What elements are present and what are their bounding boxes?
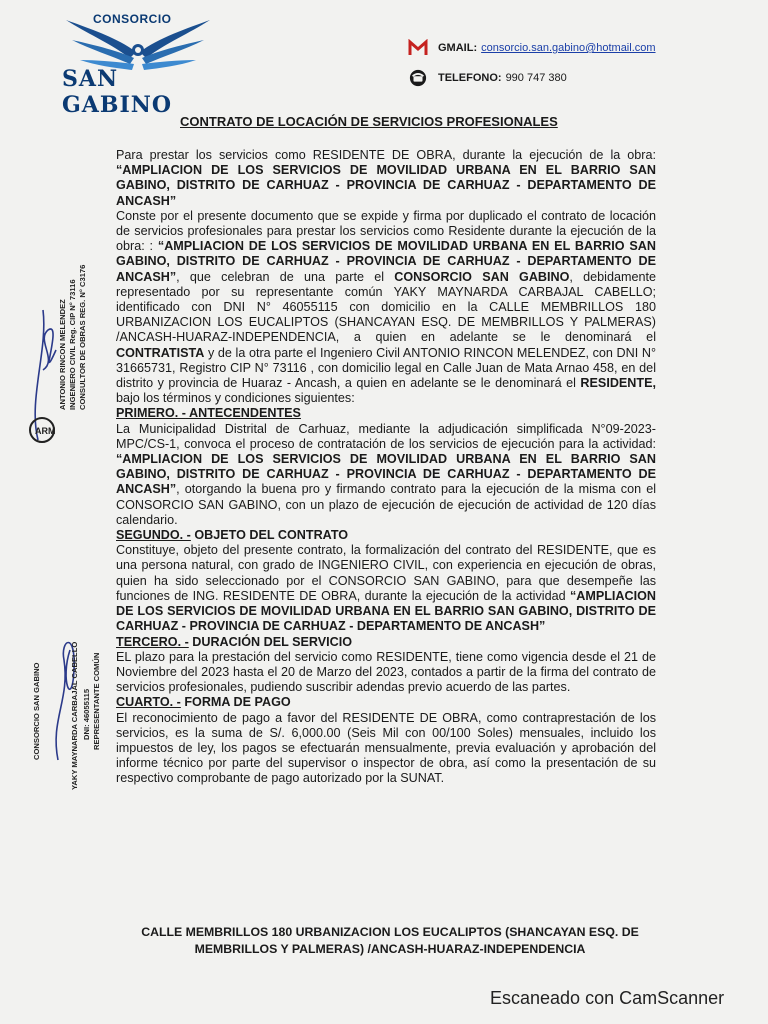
consortium-dni: DNI: 46055115 [82, 688, 91, 740]
section-4-title: FORMA DE PAGO [180, 695, 291, 710]
section-2-number: SEGUNDO. - [116, 528, 191, 543]
parties-residente: RESIDENTE, [580, 376, 656, 391]
document-title: CONTRATO DE LOCACIÓN DE SERVICIOS PROFESIONALES [180, 114, 558, 129]
s1-text-a: La Municipalidad Distrital de Carhuaz, mediante la adjudicación simplificada N°09-2023-MPC/CS-1, convoca el proceso de contratación de los servicios de ejecución para la actividad: [116, 421, 656, 451]
intro-paragraph [116, 148, 656, 209]
parties-paragraph [116, 209, 656, 407]
logo-top-text: CONSORCIO [93, 12, 172, 26]
section-3-text: EL plazo para la prestación del servicio como RESIDENTE, tiene como vigencia desde el 21 de Noviembre del 2023 hasta el 20 de Marzo del 2023, contados a partir de la firma del contrato de servicios profesionales, pudiendo suscribir adendas previo acuerdo de las partes. [116, 649, 656, 695]
section-3-heading [116, 635, 656, 650]
logo-main-text: SAN GABINO [62, 66, 173, 118]
project-name: “AMPLIACION DE LOS SERVICIOS DE MOVILIDAD URBANA EN EL BARRIO SAN GABINO, DISTRITO DE CARHUAZ - PROVINCIA DE CARHUAZ - DEPARTAMENTO DE ANCASH” [116, 163, 656, 208]
s2-project: “AMPLIACION DE LOS SERVICIOS DE MOVILIDAD URBANA EN EL BARRIO SAN GABINO, DISTRITO DE CARHUAZ - PROVINCIA DE CARHUAZ - DEPARTAMENTO DE ANCASH” [116, 588, 656, 634]
phone-value: 990 747 380 [505, 72, 567, 84]
parties-consortium: CONSORCIO SAN GABINO [394, 269, 570, 284]
stamp-name: ANTONIO RINCON MELENDEZ [58, 299, 67, 410]
section-2-text [116, 543, 656, 634]
consortium-role: REPRESENTANTE COMÚN [92, 652, 101, 750]
parties-text-c: , que celebran de una parte el [176, 269, 395, 284]
s1-project: “AMPLIACION DE LOS SERVICIOS DE MOVILIDAD URBANA EN EL BARRIO SAN GABINO, DISTRITO DE CARHUAZ - PROVINCIA DE CARHUAZ - DEPARTAMENTO DE ANCASH” [116, 452, 656, 497]
phone-label: TELEFONO: [438, 72, 502, 84]
stamp-reg: INGENIERO CIVIL Reg. CIP N° 73116 [68, 279, 77, 410]
gmail-icon [408, 39, 428, 57]
section-1-text [116, 422, 656, 528]
section-1-heading [116, 406, 656, 421]
company-logo [58, 8, 218, 118]
section-2-heading [116, 528, 656, 543]
svg-text:ARM: ARM [35, 426, 56, 436]
section-3-title: DURACIÓN DEL SERVICIO [188, 634, 353, 649]
resident-stamp [18, 264, 118, 460]
phone-row [408, 66, 656, 90]
consortium-stamp [30, 620, 120, 795]
contract-body [116, 148, 656, 787]
section-1-number: PRIMERO. - [116, 406, 186, 421]
parties-text-e: , debidamente representado por su representante común YAKY MAYNARDA CARBAJAL CABELLO; identificado con DNI N° 46055115 con domicilio en la CALLE MEMBRILLOS 180 URBANIZACION LOS EUCALIPTOS (SHANCAYAN ESQ. DE MEMBRILLOS Y PALMERAS) /ANCASH-HUARAZ-INDEPENDENCIA, a quien en adelante se le denominará el [116, 269, 656, 345]
consortium-stamp-name: CONSORCIO SAN GABINO [32, 662, 41, 760]
contact-info [408, 36, 656, 96]
section-1-title: ANTECENDENTES [185, 406, 301, 421]
section-3-number: TERCERO. - [116, 634, 189, 649]
section-4-heading [116, 695, 656, 710]
stamp-consultor: CONSULTOR DE OBRAS REG. N° C3176 [78, 264, 87, 410]
telephone-icon [408, 69, 428, 87]
s2-text-a: Constituye, objeto del presente contrato, la formalización del contrato del RESIDENTE, que es una persona natural, con grado de INGENIERO CIVIL, con experiencia en ejecución de obras, quien ha sido seleccionado por el CONSORCIO SAN GABINO, para que desempeñe las funciones de ING. RESIDENTE DE OBRA, durante la ejecución de la actividad [116, 543, 656, 603]
consortium-rep-name: YAKY MAYNARDA CARBAJAL CABELLO [70, 641, 79, 790]
section-2-title: OBJETO DEL CONTRATO [190, 528, 349, 543]
parties-contratista: CONTRATISTA [116, 345, 205, 360]
section-4-text: El reconocimiento de pago a favor del RESIDENTE DE OBRA, como contraprestación de los servicios, es la suma de S/. 6,000.00 (Seis Mil con 00/100 Soles) mensuales, incluido los impuestos de ley, los pagos se efectuarán mensualmente, previa evaluación y aprobación del informe técnico por parte del supervisor o inspector de obra, así como la presentación de su respectivo comprobante de pago autorizado por la SUNAT. [116, 710, 656, 786]
parties-text-a: Conste por el presente documento que se expide y firma por duplicado el contrato de locación de servicios profesionales para prestar los servicios como Residente durante la ejecución de la obra: : [116, 208, 656, 254]
s1-text-c: , otorgando la buena pro y firmando contrato para la ejecución de la misma con el CONSORCIO SAN GABINO, con un plazo de ejecución de ejecución de actividad de 120 días calendario. [116, 482, 656, 527]
intro-line: Para prestar los servicios como RESIDENTE DE OBRA, durante la ejecución de la obra: [116, 148, 656, 162]
parties-text-i: bajo los términos y condiciones siguientes: [116, 391, 355, 406]
gmail-link[interactable]: consorcio.san.gabino@hotmail.com [481, 42, 656, 54]
parties-project: “AMPLIACION DE LOS SERVICIOS DE MOVILIDAD URBANA EN EL BARRIO SAN GABINO, DISTRITO DE CARHUAZ - PROVINCIA DE CARHUAZ - DEPARTAMENTO DE ANCASH” [116, 239, 656, 284]
gmail-row [408, 36, 656, 60]
parties-text-g: y de la otra parte el Ingeniero Civil ANTONIO RINCON MELENDEZ, con DNI N° 31665731, Registro CIP N° 73116 , con domicilio legal en Calle Juan de Mata Arnao 458, en del distrito y provincia de Huaraz - Ancash, a quien en adelante se le denominará el [116, 345, 656, 391]
footer-address: CALLE MEMBRILLOS 180 URBANIZACION LOS EUCALIPTOS (SHANCAYAN ESQ. DE MEMBRILLOS Y PALMERAS) /ANCASH-HUARAZ-INDEPENDENCIA [141, 925, 639, 956]
section-4-number: CUARTO. - [116, 695, 181, 710]
gmail-label: GMAIL: [438, 42, 478, 54]
scanner-watermark: Escaneado con CamScanner [490, 988, 725, 1008]
